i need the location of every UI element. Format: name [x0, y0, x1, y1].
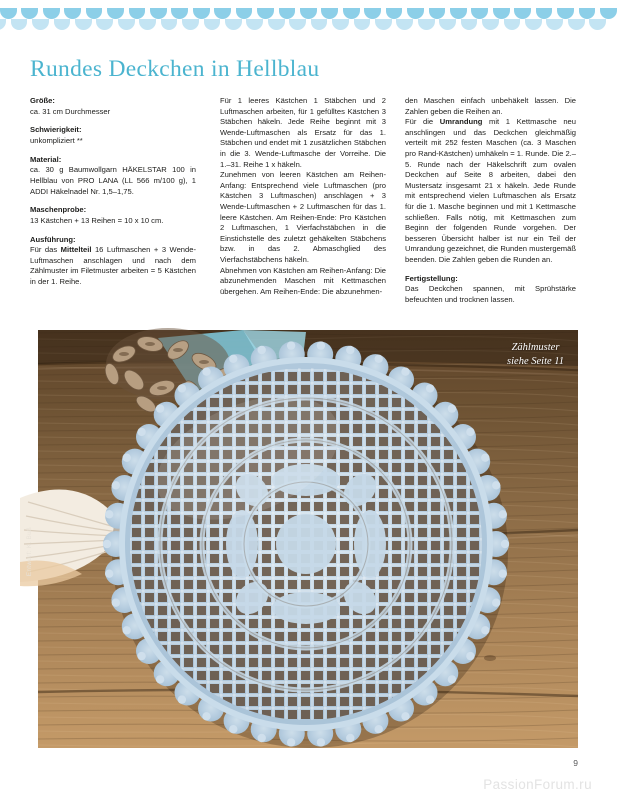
doily-picot — [202, 712, 210, 720]
umrandung-emphasis: Umrandung — [439, 117, 483, 127]
scallop-shape — [171, 8, 188, 19]
doily-picot — [105, 570, 113, 578]
doily-picot — [346, 734, 354, 742]
spec-ausfuehrung-label: Ausführung: — [30, 234, 76, 244]
doily-picot — [202, 368, 210, 376]
scallop-shape — [493, 8, 510, 19]
photo-illustration — [38, 330, 578, 748]
doily-picot — [137, 652, 145, 660]
article-columns — [30, 96, 576, 328]
photo-credit: Entwurf: K. Buß — [26, 526, 34, 577]
scallop-shape — [579, 8, 596, 19]
doily-picot — [375, 355, 383, 363]
doily-picot — [492, 599, 500, 607]
instruction-paragraph-3: Abnehmen von Kästchen am Reihen-Anfang: Die abzunehmenden Maschen mit Kettmaschen übergehen. Am Reihen-Ende: Die abzunehmen- — [220, 265, 386, 296]
photo-caption-line1: Zählmuster — [511, 342, 560, 353]
scallop-shape — [321, 8, 338, 19]
doily-picot — [112, 481, 120, 489]
scallop-shape — [343, 8, 360, 19]
doily-picot — [317, 738, 325, 746]
doily-picot — [229, 725, 237, 733]
spec-ausfuehrung-text-post: 16 Luftmaschen + 3 Wende-Luftmaschen anschlagen und nach dem Zählmuster im Filetmuster arbeiten = 5 Kästchen in der 1. Reihe. — [30, 245, 196, 287]
doily-picot — [258, 734, 266, 742]
scallop-shape — [150, 8, 167, 19]
spec-fertigstellung — [405, 274, 576, 306]
scallop-shape — [193, 8, 210, 19]
scallop-shape — [107, 8, 124, 19]
scallop-shape — [471, 8, 488, 19]
doily-picot — [481, 626, 489, 634]
column-left — [30, 96, 196, 288]
spec-maschenprobe — [30, 205, 196, 226]
instruction-paragraph-1: Für 1 leeres Kästchen 1 Stäbchen und 2 Luftmaschen arbeiten, für 1 gefülltes Kästchen 3 Stäbchen häkeln. Jede Reihe beginnt mit 3 Wende-Luftmaschen als Ersatz für das 1. Stäbchen und endet mit 1 zusätzlichen Stäbchen in die 3. Wende-Luftmasche der Vorreihe. Die 1.–31. Reihe 1 x häkeln. — [220, 96, 386, 169]
spec-material-label: Material: — [30, 154, 62, 164]
doily-picot — [492, 481, 500, 489]
project-photo — [26, 330, 578, 748]
spec-groesse — [30, 96, 196, 117]
doily-picot — [466, 428, 474, 436]
spec-fertigstellung-value: Das Deckchen spannen, mit Sprühstärke befeuchten und trocknen lassen. — [405, 284, 576, 304]
doily-picot — [178, 695, 186, 703]
scallop-shape — [236, 8, 253, 19]
doily-picot — [317, 341, 325, 349]
doily-picot — [346, 346, 354, 354]
spec-ausfuehrung-text-pre: Für das — [30, 245, 61, 255]
scallop-shape — [0, 8, 17, 19]
scallop-shape — [364, 8, 381, 19]
scallop-shape — [64, 8, 81, 19]
scallop-shape — [86, 8, 103, 19]
scallop-shape — [536, 8, 553, 19]
spec-ausfuehrung — [30, 235, 196, 288]
doily-picot — [287, 738, 295, 746]
doily-picot — [258, 346, 266, 354]
page-title: Rundes Deckchen in Hellblau — [30, 56, 320, 82]
scallop-shape — [257, 8, 274, 19]
doily-picot — [156, 675, 164, 683]
spec-groesse-value: ca. 31 cm Durchmesser — [30, 106, 111, 116]
column-middle — [220, 96, 386, 297]
doily-picot — [137, 428, 145, 436]
scallop-shape — [129, 8, 146, 19]
doily-picot — [481, 454, 489, 462]
site-watermark: PassionForum.ru — [483, 777, 592, 792]
doily-picot — [426, 695, 434, 703]
spec-maschenprobe-value: 13 Kästchen + 13 Reihen = 10 x 10 cm. — [30, 215, 164, 225]
doily-picot — [123, 454, 131, 462]
umrandung-text-post: mit 1 Kettmasche neu anschlingen und das Deckchen gleichmäßig verteilt mit 252 festen Maschen (ca. 3 Maschen pro Rand-Kästchen) umhäkeln = 1. Runde. Die 2.–5. Runde nach der Häkelschrift zum ovalen Deckchen auf Seite 8 arbeiten, dabei den Mustersatz insgesamt 21 x häkeln. Jede Runde mit entsprechend vielen Luftmaschen als Ersatz für die 1. Masche beginnen und mit 1 Kettmasche schließen. Falls nötig, mit Kettmaschen zum Beginn der folgenden Runde vorgehen. Der besseren Übersicht halber ist nur ein Teil der Umrandung gezeichnet, die Runden mustergemäß beenden. Die Zahlen geben die Runden an. — [405, 117, 576, 264]
doily-picot — [448, 675, 456, 683]
scallop-shape — [600, 8, 617, 19]
spec-schwierigkeit-label: Schwierigkeit: — [30, 125, 82, 135]
scallop-shape — [279, 8, 296, 19]
scallop-shape — [557, 8, 574, 19]
scallop-row-top — [0, 8, 620, 28]
doily-picot — [466, 652, 474, 660]
doily-picot — [112, 599, 120, 607]
instruction-paragraph-4: den Maschen einfach unbehäkelt lassen. Die Zahlen geben die Reihen an. — [405, 96, 576, 116]
scallop-shape — [21, 8, 38, 19]
photo-caption-line2: siehe Seite 11 — [507, 356, 564, 367]
scallop-shape — [514, 8, 531, 19]
decorative-header-band — [0, 0, 600, 40]
spec-fertigstellung-label: Fertigstellung: — [405, 273, 458, 283]
photo-caption — [507, 341, 564, 369]
doily-picot — [105, 510, 113, 518]
column-right — [405, 96, 576, 305]
doily-picot — [123, 626, 131, 634]
doily-picot — [178, 384, 186, 392]
spec-schwierigkeit — [30, 125, 196, 146]
doily-picot — [401, 368, 409, 376]
doily-picot — [448, 404, 456, 412]
doily-picot — [501, 540, 509, 548]
doily-picot — [287, 341, 295, 349]
doily-picot — [375, 725, 383, 733]
spec-groesse-label: Größe: — [30, 96, 55, 105]
doily-picot — [229, 355, 237, 363]
doily-picot — [401, 712, 409, 720]
page-number: 9 — [573, 758, 578, 768]
spec-ausfuehrung-emphasis: Mittelteil — [60, 245, 92, 255]
instruction-paragraph-2: Zunehmen von leeren Kästchen am Reihen-Anfang: Entsprechend viele Luftmaschen (pro Kästchen 3 Luftmaschen) anschlagen + 3 Wende-Luftmaschen + 2 Luftmaschen für das 1. leere Kästchen. Am Reihen-Ende: Pro Kästchen 2 Luftmaschen, 1 Vierfachstäbchen in die Einstichstelle des zuletzt gehäkelten Stäbchens bzw. in das 2. Abmaschglied des Vierfachstäbchens häkeln. — [220, 170, 386, 264]
scallop-shape — [300, 8, 317, 19]
doily-picot — [103, 540, 111, 548]
scallop-shape — [429, 8, 446, 19]
umrandung-text-pre: Für die — [405, 117, 440, 127]
doily-picot — [499, 570, 507, 578]
spec-maschenprobe-label: Maschenprobe: — [30, 205, 87, 215]
scallop-shape — [43, 8, 60, 19]
doily-picot — [499, 510, 507, 518]
spec-material-value: ca. 30 g Baumwollgarn HÄKELSTAR 100 in Hellblau von PRO LANA (LL 566 m/100 g), 1 ADDI Häkelnadel Nr. 1,5–1,75. — [30, 165, 196, 196]
spec-material — [30, 155, 196, 197]
instruction-paragraph-umrandung — [405, 117, 576, 265]
scallop-shape — [214, 8, 231, 19]
scallop-shape — [450, 8, 467, 19]
scallop-shape — [386, 8, 403, 19]
doily-picot — [156, 404, 164, 412]
spec-schwierigkeit-value: unkompliziert ** — [30, 135, 83, 145]
scallop-shape — [407, 8, 424, 19]
doily-picot — [426, 384, 434, 392]
